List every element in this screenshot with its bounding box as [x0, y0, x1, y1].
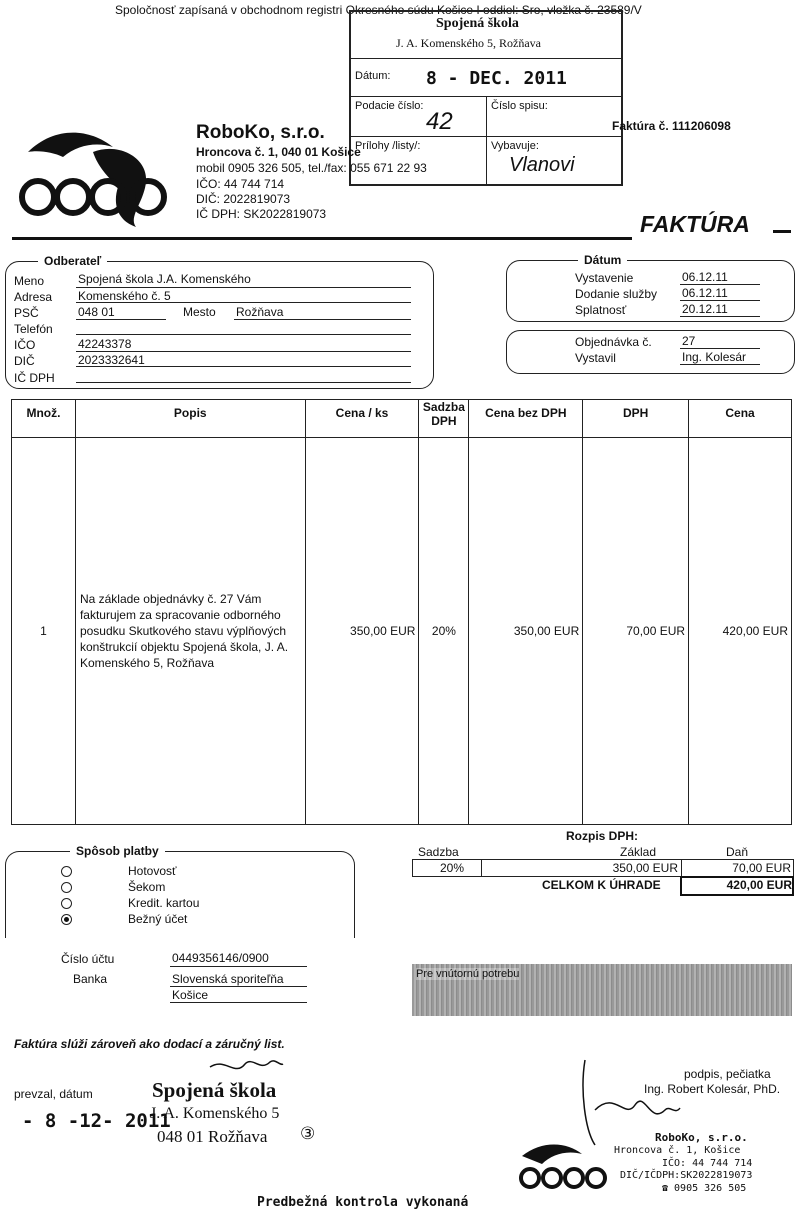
vystavenie-value: 06.12.11: [682, 270, 728, 284]
splatnost-label: Splatnosť: [575, 303, 627, 317]
items-header-row: [12, 400, 792, 438]
document-title: FAKTÚRA: [640, 211, 750, 237]
vat-header-rate: Sadzba: [418, 845, 459, 859]
stamp-vybavuje-label: Vybavuje:: [491, 140, 539, 152]
vat-rate: 20%: [440, 861, 465, 875]
telefon-label: Telefón: [14, 322, 53, 336]
item-rate: 20%: [419, 438, 469, 825]
issuer-stamp-company: RoboKo, s.r.o.: [655, 1131, 748, 1144]
ico-label: IČO: [14, 338, 36, 352]
banka-value-1: Slovenská sporiteľňa: [172, 972, 284, 986]
item-unit-price: 350,00 EUR: [305, 438, 419, 825]
option-sekom: Šekom: [128, 880, 166, 894]
vystavil-value: Ing. Kolesár: [682, 350, 747, 364]
col-header-total: Cena: [689, 400, 792, 438]
receipt-date-stamp: - 8 -12- 2011: [22, 1110, 171, 1132]
psc-label: PSČ: [14, 306, 39, 320]
psc-value: 048 01: [78, 305, 115, 319]
stamp-vybavuje-value: Vlanovi: [509, 154, 575, 176]
prevzal-label: prevzal, dátum: [14, 1087, 93, 1101]
table-row: [12, 438, 792, 825]
ucet-label: Číslo účtu: [61, 952, 115, 966]
dodanie-label: Dodanie služby: [575, 287, 658, 301]
signature-label: podpis, pečiatka: [684, 1067, 771, 1081]
company-dic: DIČ: 2022819073: [196, 192, 291, 206]
item-desc: Na základe objednávky č. 27 Vám fakturujem za spracovanie odborného posudku Skutkového stavu výplňových konštrukcií objektu Spojená škola, J. A. Komenského 5, Rožňava: [75, 438, 305, 825]
stamp-prilohy-label: Prílohy /listy/:: [355, 140, 421, 152]
registry-text: Spoločnosť zapísaná v obchodnom registri Okresného súdu Košice I oddiel: Sro, vložka č. 23589/V: [115, 3, 642, 17]
invoice-number: Faktúra č. 111206098: [612, 119, 731, 133]
vat-header-base: Základ: [620, 845, 657, 859]
col-header-vat: DPH: [583, 400, 689, 438]
vat-tax: 70,00 EUR: [732, 861, 791, 875]
banka-label: Banka: [73, 972, 108, 986]
item-net: 350,00 EUR: [469, 438, 583, 825]
issuer-stamp-phone: ☎ 0905 326 505: [662, 1183, 747, 1194]
objednavka-label: Objednávka č.: [575, 335, 652, 349]
ico-value: 42243378: [78, 337, 132, 351]
stamp-address: J. A. Komenského 5, Rožňava: [396, 36, 541, 50]
stamp-cislo-label: Číslo spisu:: [491, 100, 548, 112]
stamp-podacie-label: Podacie číslo:: [355, 100, 424, 112]
col-header-qty: Množ.: [12, 400, 76, 438]
company-contact: mobil 0905 326 505, tel./fax: 055 671 22 93: [196, 161, 427, 175]
vat-row: [412, 859, 794, 877]
item-total: 420,00 EUR: [689, 438, 792, 825]
issuer-stamp-ico: IČO: 44 744 714: [662, 1158, 753, 1169]
footer-note: Faktúra slúži zároveň ako dodací a záručný list.: [14, 1037, 285, 1051]
total-value: 420,00 EUR: [680, 876, 794, 896]
payment-legend: Spôsob platby: [70, 844, 165, 858]
issuer-stamp-address: Hroncova č. 1, Košice: [614, 1145, 741, 1156]
splatnost-value: 20.12.11: [682, 302, 728, 316]
col-header-net: Cena bez DPH: [469, 400, 583, 438]
radio-sekom: [61, 882, 72, 893]
vat-base: 350,00 EUR: [612, 861, 678, 875]
radio-karta: [61, 898, 72, 909]
ucet-value: 0449356146/0900: [172, 951, 269, 965]
stamp-school: Spojená škola: [436, 16, 519, 31]
mesto-value: Rožňava: [236, 305, 284, 319]
company-address: Hroncova č. 1, 040 01 Košice: [196, 145, 361, 159]
col-header-desc: Popis: [75, 400, 305, 438]
receiver-stamp-address: J. A. Komenského 5: [150, 1105, 280, 1122]
total-label: CELKOM K ÚHRADE: [542, 878, 661, 892]
dic-value: 2023332641: [78, 353, 145, 367]
icdph-label: IČ DPH: [14, 371, 55, 385]
company-icdph: IČ DPH: SK2022819073: [196, 207, 327, 221]
dic-label: DIČ: [14, 354, 35, 368]
option-bezny-ucet: Bežný účet: [128, 912, 188, 926]
receiver-stamp-name: Spojená škola: [152, 1078, 277, 1102]
title-rule: [12, 237, 632, 240]
customer-legend: Odberateľ: [38, 254, 107, 268]
issuer-stamp-logo: [512, 1138, 612, 1194]
issuer-stamp-dic: DIČ/IČDPH:SK2022819073: [620, 1170, 753, 1181]
col-header-unit: Cena / ks: [305, 400, 419, 438]
meno-value: Spojená škola J.A. Komenského: [78, 272, 251, 286]
internal-use-label: Pre vnútornú potrebu: [416, 968, 520, 980]
registration-stamp: [349, 10, 623, 186]
stamp-datum-value: 8 - DEC. 2011: [426, 68, 567, 89]
vystavenie-label: Vystavenie: [575, 271, 634, 285]
company-name: RoboKo, s.r.o.: [196, 122, 325, 143]
vystavil-label: Vystavil: [575, 351, 616, 365]
company-logo: [8, 122, 178, 232]
item-qty: 1: [12, 438, 76, 825]
vat-header-tax: Daň: [726, 845, 749, 859]
stamp-datum-label: Dátum:: [355, 70, 391, 82]
dodanie-value: 06.12.11: [682, 286, 728, 300]
receiver-stamp-number: ③: [300, 1124, 316, 1143]
mesto-label: Mesto: [183, 305, 216, 319]
option-hotovost: Hotovosť: [128, 864, 177, 878]
adresa-value: Komenského č. 5: [78, 289, 171, 303]
adresa-label: Adresa: [14, 290, 53, 304]
stamp-podacie-value: 42: [426, 108, 453, 135]
banka-value-2: Košice: [172, 988, 209, 1002]
item-vat: 70,00 EUR: [583, 438, 689, 825]
radio-hotovost: [61, 866, 72, 877]
items-table: [11, 399, 792, 825]
company-ico: IČO: 44 744 714: [196, 177, 285, 191]
meno-label: Meno: [14, 274, 45, 288]
option-karta: Kredit. kartou: [128, 896, 200, 910]
objednavka-value: 27: [682, 334, 696, 348]
receiver-stamp-city: 048 01 Rožňava: [157, 1127, 268, 1146]
date-legend: Dátum: [578, 253, 627, 267]
preliminary-check-stamp: Predbežná kontrola vykonaná: [257, 1195, 469, 1210]
signer-name: Ing. Robert Kolesár, PhD.: [644, 1082, 781, 1096]
radio-bezny-ucet: [61, 914, 72, 925]
col-header-rate: Sadzba DPH: [419, 400, 469, 438]
vat-breakdown-title: Rozpis DPH:: [566, 829, 638, 843]
